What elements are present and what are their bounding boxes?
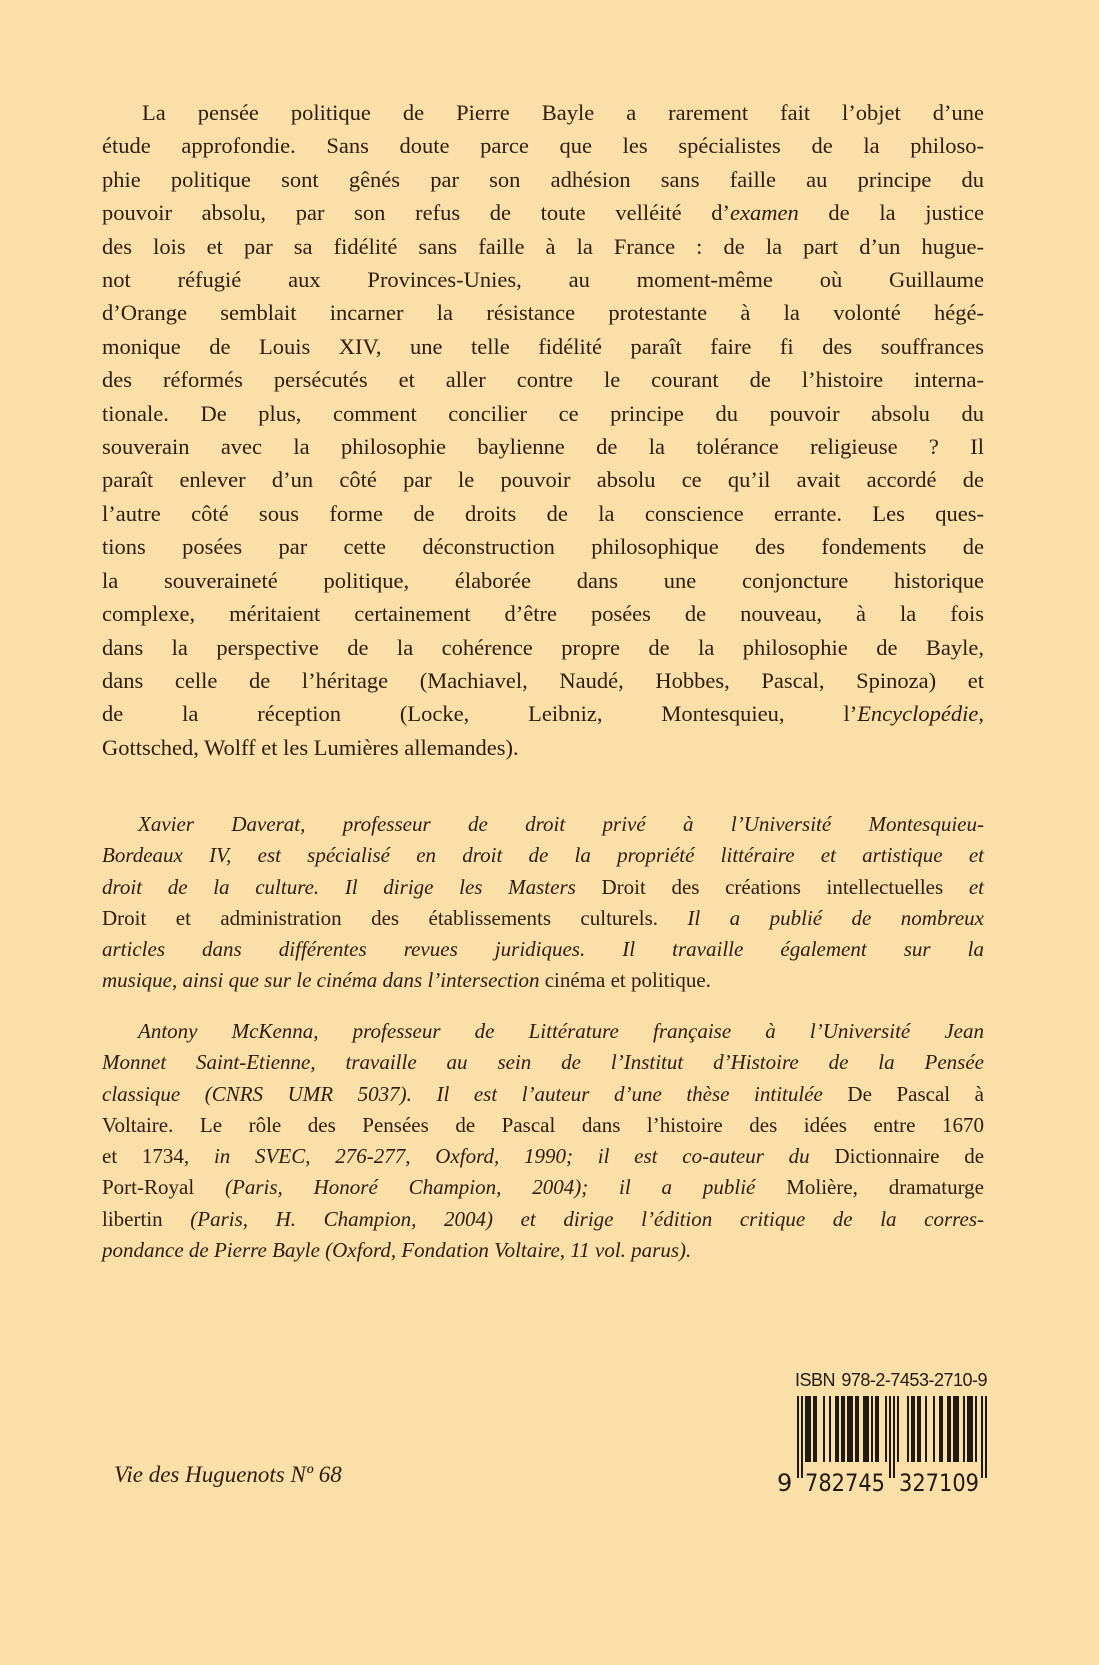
isbn-number: 978-2-7453-2710-9 bbox=[841, 1370, 987, 1390]
text-line: complexe, méritaient certainement d’être posées de nouveau, à la fois bbox=[102, 601, 984, 627]
text-line: des réformés persécutés et aller contre le courant de l’histoire interna- bbox=[102, 367, 984, 393]
isbn-label: ISBN bbox=[795, 1370, 836, 1390]
text-line: tionale. De plus, comment concilier ce principe du pouvoir absolu du bbox=[102, 400, 984, 426]
text-line: not réfugié aux Provinces-Unies, au moment-même où Guillaume bbox=[102, 267, 984, 293]
text-line: d’Orange semblait incarner la résistance protestante à la volonté hégé- bbox=[102, 300, 984, 326]
blurb-paragraph bbox=[102, 96, 984, 764]
svg-text:782745: 782745 bbox=[805, 1469, 885, 1494]
text-line: droit de la culture. Il dirige les Masters Droit des créations intellectuelles et bbox=[102, 874, 985, 899]
text-line: Monnet Saint-Etienne, travaille au sein de l’Institut d’Histoire de la Pensée bbox=[102, 1050, 984, 1075]
ean13-barcode bbox=[775, 1394, 990, 1494]
text-line: articles dans différentes revues juridiques. Il travaille également sur la bbox=[102, 937, 984, 962]
text-line: Droit et administration des établissements culturels. Il a publié de nombreux bbox=[102, 905, 984, 930]
text-line: pouvoir absolu, par son refus de toute velléité d’examen de la justice bbox=[102, 200, 984, 226]
text-line: de la réception (Locke, Leibniz, Montesquieu, l’Encyclopédie, bbox=[102, 701, 984, 727]
svg-text:9: 9 bbox=[777, 1469, 793, 1494]
text-line: dans la perspective de la cohérence propre de la philosophie de Bayle, bbox=[102, 634, 984, 660]
text-line: Xavier Daverat, professeur de droit privé à l’Université Montesquieu- bbox=[138, 812, 984, 836]
text-line: La pensée politique de Pierre Bayle a rarement fait l’objet d’une bbox=[142, 100, 984, 125]
text-line: Gottsched, Wolff et les Lumières allemandes). bbox=[102, 734, 519, 760]
text-line: monique de Louis XIV, une telle fidélité paraît faire fi des souffrances bbox=[102, 333, 984, 359]
text-line: phie politique sont gênés par son adhésion sans faille au principe du bbox=[102, 166, 984, 192]
bio-daverat-paragraph bbox=[102, 809, 984, 997]
text-line: Bordeaux IV, est spécialisé en droit de la propriété littéraire et artistique et bbox=[102, 843, 984, 868]
bio-mckenna-paragraph bbox=[102, 1016, 984, 1266]
text-line: pondance de Pierre Bayle (Oxford, Fondation Voltaire, 11 vol. parus). bbox=[102, 1238, 692, 1263]
text-line: étude approfondie. Sans doute parce que les spécialistes de la philoso- bbox=[102, 133, 984, 159]
text-line: paraît enlever d’un côté par le pouvoir absolu ce qu’il avait accordé de bbox=[102, 467, 984, 493]
text-line: Antony McKenna, professeur de Littérature française à l’Université Jean bbox=[138, 1019, 984, 1043]
svg-text:327109: 327109 bbox=[899, 1469, 979, 1494]
collection-title: Vie des Huguenots Nº 68 bbox=[114, 1462, 342, 1487]
text-line: souverain avec la philosophie baylienne de la tolérance religieuse ? Il bbox=[102, 434, 984, 460]
text-line: Voltaire. Le rôle des Pensées de Pascal dans l’histoire des idées entre 1670 bbox=[102, 1112, 984, 1137]
text-line: et 1734, in SVEC, 276-277, Oxford, 1990; il est co-auteur du Dictionnaire de bbox=[102, 1144, 985, 1169]
text-line: Port-Royal (Paris, Honoré Champion, 2004); il a publié Molière, dramaturge bbox=[102, 1175, 985, 1200]
text-line: dans celle de l’héritage (Machiavel, Naudé, Hobbes, Pascal, Spinoza) et bbox=[102, 667, 984, 693]
text-line: tions posées par cette déconstruction philosophique des fondements de bbox=[102, 534, 984, 560]
text-line: des lois et par sa fidélité sans faille à la France : de la part d’un hugue- bbox=[102, 233, 984, 259]
text-line: libertin (Paris, H. Champion, 2004) et dirige l’édition critique de la corres- bbox=[102, 1206, 985, 1231]
text-line: la souveraineté politique, élaborée dans une conjoncture historique bbox=[102, 567, 984, 593]
isbn-line bbox=[795, 1370, 987, 1391]
text-line: l’autre côté sous forme de droits de la conscience errante. Les ques- bbox=[102, 500, 984, 526]
text-line: musique, ainsi que sur le cinéma dans l’intersection cinéma et politique. bbox=[102, 968, 711, 993]
text-line: classique (CNRS UMR 5037). Il est l’auteur d’une thèse intitulée De Pascal à bbox=[102, 1081, 984, 1106]
